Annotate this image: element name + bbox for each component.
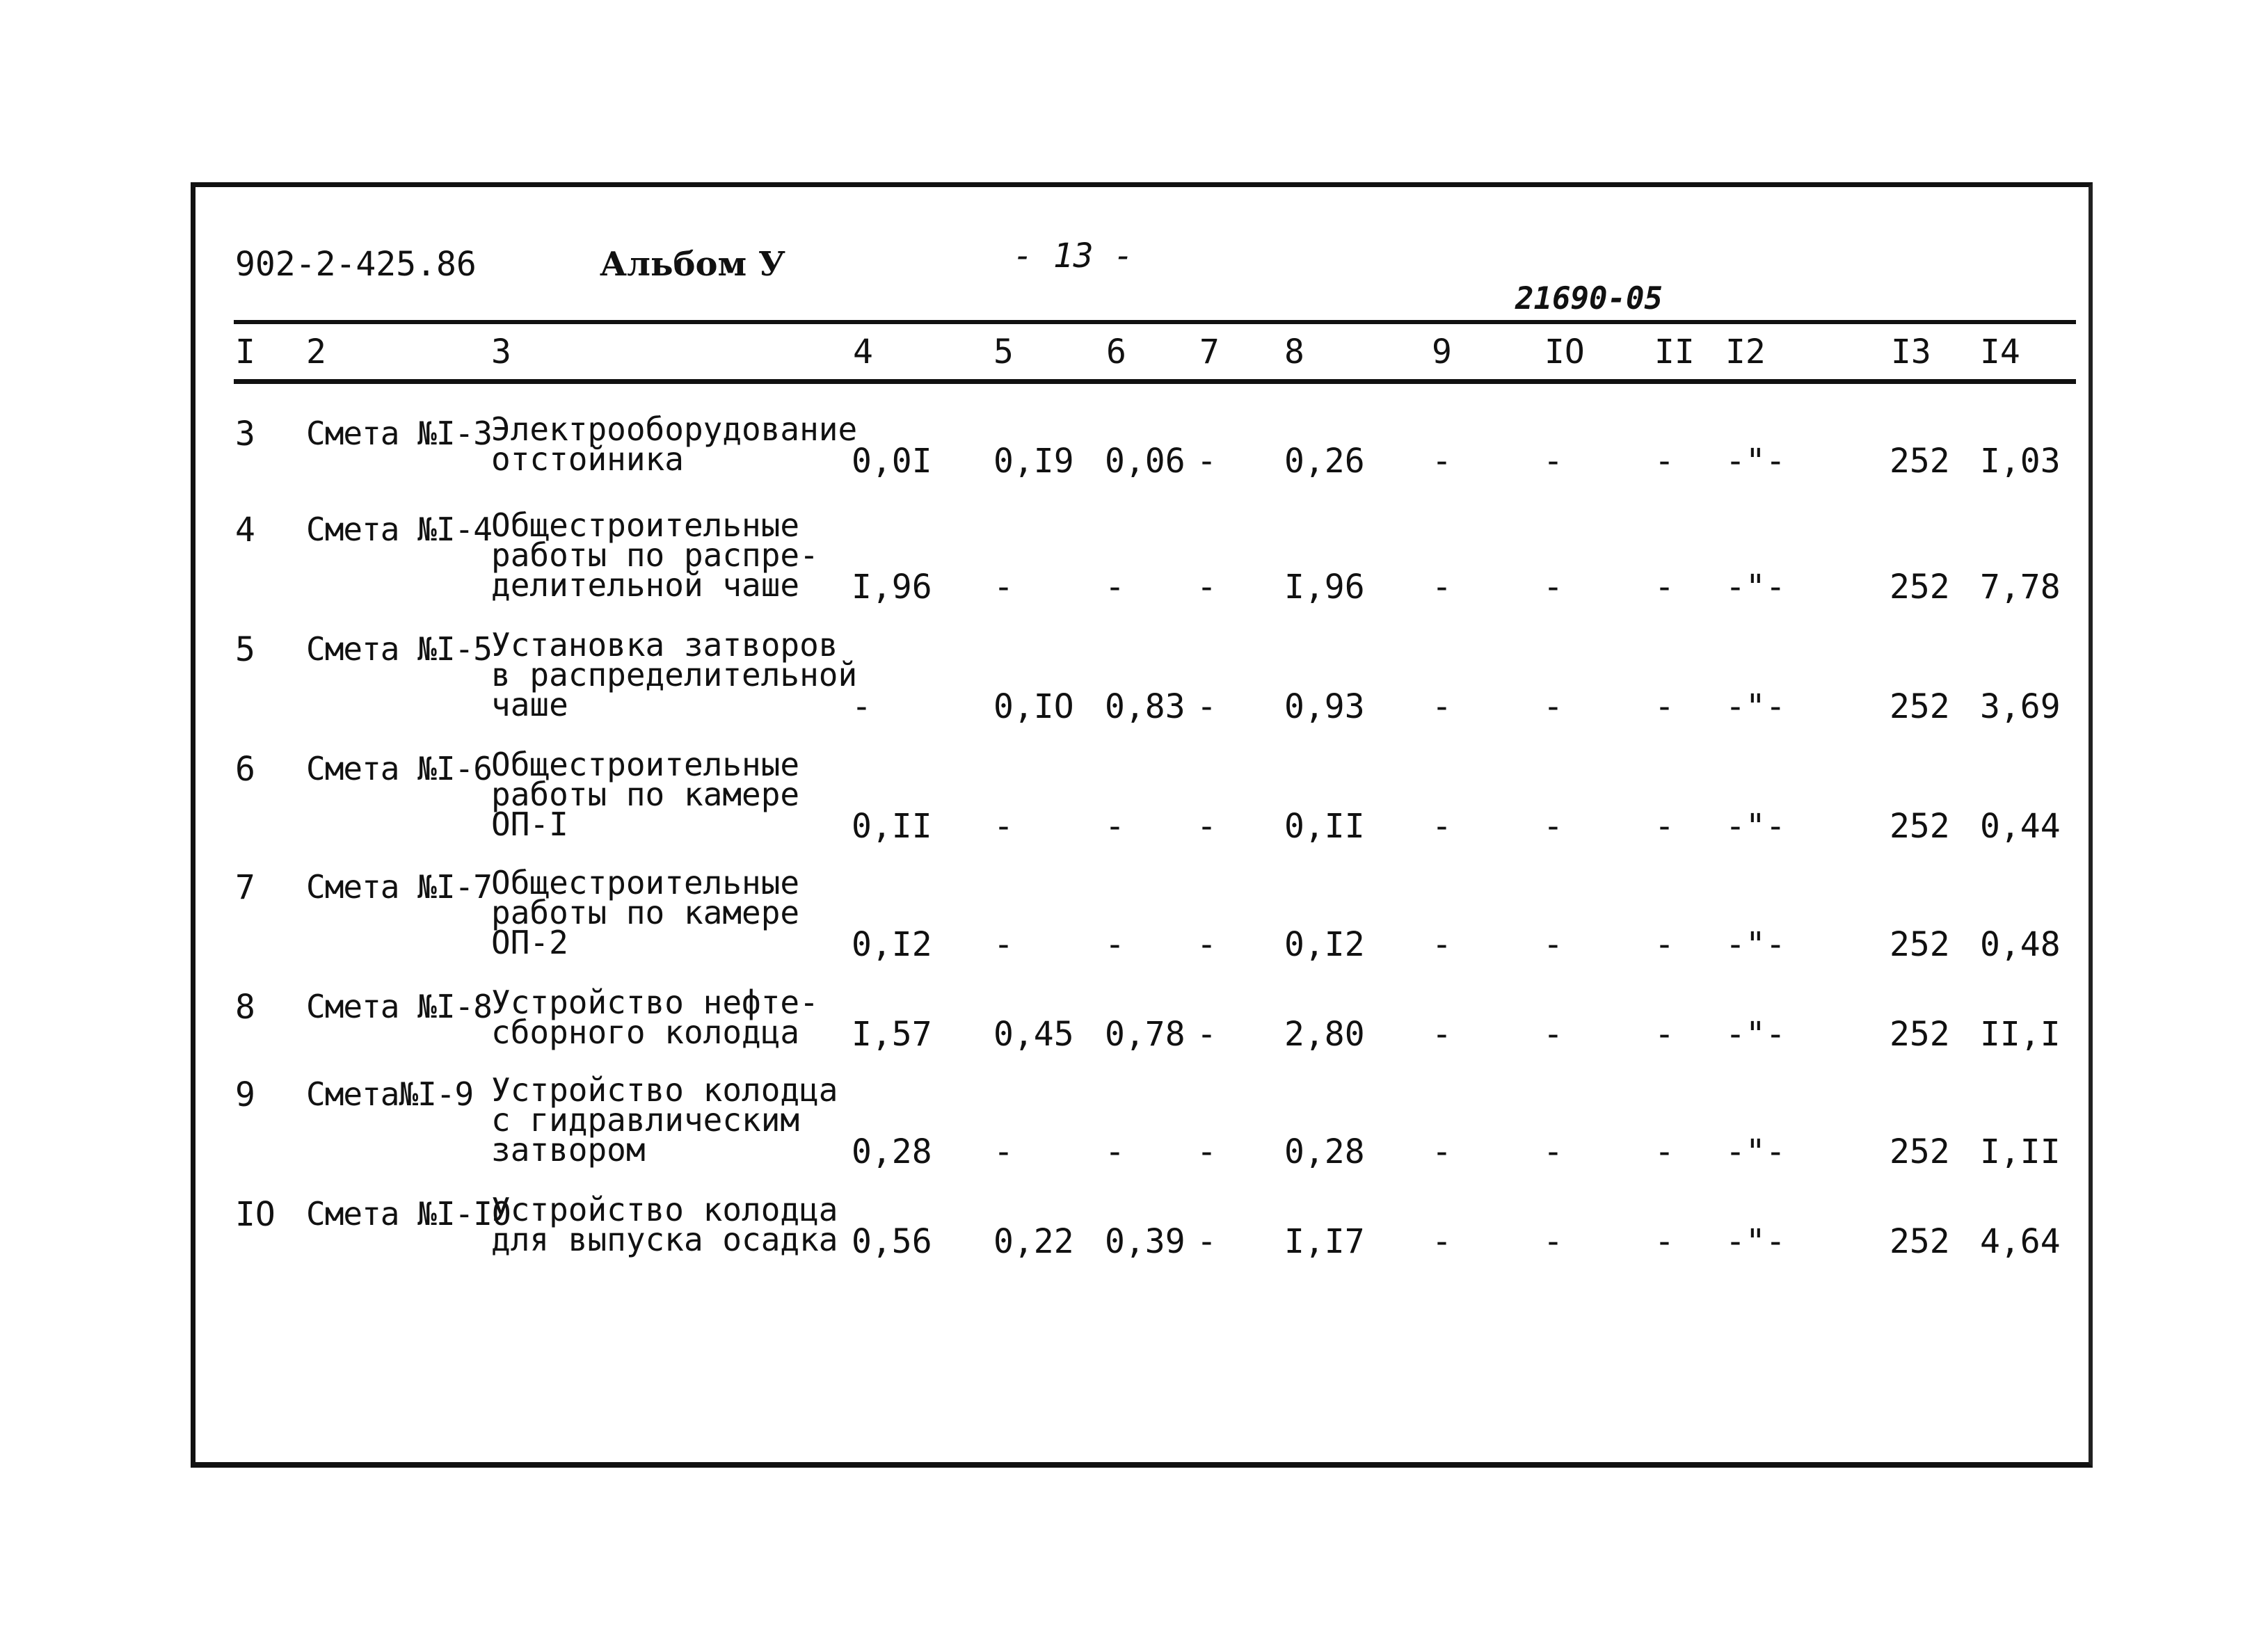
estimate-number: Смета №I-8 bbox=[306, 988, 492, 1025]
estimate-number: Смета №I-7 bbox=[306, 868, 492, 906]
album-label: Альбом У bbox=[600, 245, 785, 284]
cell-col-9: - bbox=[1432, 925, 1452, 964]
cell-col-14: 0,44 bbox=[1980, 807, 2061, 846]
cell-col-11: - bbox=[1654, 1015, 1675, 1054]
column-number-14: I4 bbox=[1980, 332, 2020, 371]
cell-col-6: 0,83 bbox=[1105, 687, 1185, 726]
row-number: 4 bbox=[235, 511, 255, 550]
cell-col-10: - bbox=[1543, 568, 1563, 607]
cell-col-9: - bbox=[1432, 807, 1452, 846]
cell-col-12: -"- bbox=[1725, 1222, 1786, 1261]
column-number-8: 8 bbox=[1284, 332, 1304, 371]
work-description-line: делительной чаше bbox=[491, 566, 800, 604]
cell-col-7: - bbox=[1197, 1222, 1217, 1261]
cell-col-8: 0,I2 bbox=[1284, 925, 1365, 964]
cell-col-8: 0,93 bbox=[1284, 687, 1365, 726]
cell-col-10: - bbox=[1543, 1015, 1563, 1054]
work-description-line: для выпуска осадка bbox=[491, 1221, 838, 1258]
cell-col-5: 0,22 bbox=[993, 1222, 1074, 1261]
cell-col-4: 0,56 bbox=[852, 1222, 932, 1261]
cell-col-7: - bbox=[1197, 687, 1217, 726]
cell-col-14: 7,78 bbox=[1980, 568, 2061, 607]
cell-col-7: - bbox=[1197, 568, 1217, 607]
work-description-line: Устройство колодца bbox=[491, 1071, 838, 1109]
column-number-13: I3 bbox=[1891, 332, 1931, 371]
cell-col-9: - bbox=[1432, 1132, 1452, 1171]
work-description-line: затвором bbox=[491, 1131, 646, 1169]
page-frame bbox=[191, 182, 2093, 1468]
cell-col-12: -"- bbox=[1725, 687, 1786, 726]
cell-col-4: I,96 bbox=[852, 568, 932, 607]
cell-col-9: - bbox=[1432, 442, 1452, 481]
cell-col-10: - bbox=[1543, 925, 1563, 964]
cell-col-14: 0,48 bbox=[1980, 925, 2061, 964]
cell-col-10: - bbox=[1543, 442, 1563, 481]
row-number: 5 bbox=[235, 630, 255, 669]
cell-col-7: - bbox=[1197, 1015, 1217, 1054]
cell-col-11: - bbox=[1654, 687, 1675, 726]
cell-col-7: - bbox=[1197, 807, 1217, 846]
row-number: 8 bbox=[235, 988, 255, 1027]
work-description-line: Общестроительные bbox=[491, 506, 800, 544]
cell-col-6: 0,78 bbox=[1105, 1015, 1185, 1054]
cell-col-9: - bbox=[1432, 1015, 1452, 1054]
column-number-9: 9 bbox=[1432, 332, 1452, 371]
row-number: 9 bbox=[235, 1075, 255, 1114]
cell-col-7: - bbox=[1197, 925, 1217, 964]
row-number: 6 bbox=[235, 750, 255, 789]
column-number-3: 3 bbox=[491, 332, 511, 371]
cell-col-7: - bbox=[1197, 442, 1217, 481]
work-description-line: работы по камере bbox=[491, 776, 800, 813]
cell-col-8: 0,28 bbox=[1284, 1132, 1365, 1171]
cell-col-6: 0,06 bbox=[1105, 442, 1185, 481]
estimate-number: Смета №I-4 bbox=[306, 511, 492, 548]
row-number: 3 bbox=[235, 415, 255, 454]
inventory-stamp: 21690-05 bbox=[1515, 281, 1663, 316]
table-top-rule bbox=[234, 320, 2076, 324]
cell-col-4: - bbox=[852, 687, 872, 726]
estimate-number: Смета№I-9 bbox=[306, 1075, 474, 1113]
cell-col-8: 2,80 bbox=[1284, 1015, 1365, 1054]
work-description-line: работы по распре- bbox=[491, 536, 819, 574]
cell-col-6: 0,39 bbox=[1105, 1222, 1185, 1261]
cell-col-11: - bbox=[1654, 925, 1675, 964]
cell-col-13: 252 bbox=[1890, 687, 1950, 726]
cell-col-10: - bbox=[1543, 687, 1563, 726]
table-header-rule bbox=[234, 379, 2076, 384]
work-description-line: Электрооборудование bbox=[491, 410, 858, 448]
work-description-line: сборного колодца bbox=[491, 1013, 800, 1051]
cell-col-11: - bbox=[1654, 1222, 1675, 1261]
cell-col-9: - bbox=[1432, 1222, 1452, 1261]
cell-col-12: -"- bbox=[1725, 442, 1786, 481]
cell-col-10: - bbox=[1543, 807, 1563, 846]
cell-col-8: 0,26 bbox=[1284, 442, 1365, 481]
cell-col-6: - bbox=[1105, 807, 1125, 846]
cell-col-12: -"- bbox=[1725, 807, 1786, 846]
estimate-number: Смета №I-6 bbox=[306, 750, 492, 787]
cell-col-5: - bbox=[993, 925, 1014, 964]
cell-col-12: -"- bbox=[1725, 925, 1786, 964]
cell-col-13: 252 bbox=[1890, 807, 1950, 846]
work-description-line: Установка затворов bbox=[491, 626, 838, 664]
cell-col-13: 252 bbox=[1890, 568, 1950, 607]
cell-col-8: 0,II bbox=[1284, 807, 1365, 846]
cell-col-12: -"- bbox=[1725, 1015, 1786, 1054]
cell-col-11: - bbox=[1654, 807, 1675, 846]
column-number-6: 6 bbox=[1106, 332, 1126, 371]
cell-col-14: 3,69 bbox=[1980, 687, 2061, 726]
row-number: IO bbox=[235, 1195, 275, 1234]
cell-col-4: I,57 bbox=[852, 1015, 932, 1054]
column-number-4: 4 bbox=[853, 332, 873, 371]
work-description-line: ОП-2 bbox=[491, 924, 568, 961]
cell-col-11: - bbox=[1654, 1132, 1675, 1171]
column-number-10: IO bbox=[1544, 332, 1585, 371]
cell-col-10: - bbox=[1543, 1132, 1563, 1171]
cell-col-5: - bbox=[993, 807, 1014, 846]
work-description-line: Устройство колодца bbox=[491, 1191, 838, 1228]
cell-col-13: 252 bbox=[1890, 1222, 1950, 1261]
cell-col-14: 4,64 bbox=[1980, 1222, 2061, 1261]
cell-col-14: II,I bbox=[1980, 1015, 2061, 1054]
work-description-line: работы по камере bbox=[491, 894, 800, 931]
cell-col-4: 0,0I bbox=[852, 442, 932, 481]
cell-col-6: - bbox=[1105, 925, 1125, 964]
cell-col-7: - bbox=[1197, 1132, 1217, 1171]
cell-col-5: - bbox=[993, 1132, 1014, 1171]
cell-col-13: 252 bbox=[1890, 1015, 1950, 1054]
row-number: 7 bbox=[235, 868, 255, 907]
cell-col-13: 252 bbox=[1890, 442, 1950, 481]
cell-col-12: -"- bbox=[1725, 568, 1786, 607]
work-description-line: Устройство нефте- bbox=[491, 984, 819, 1021]
cell-col-14: I,03 bbox=[1980, 442, 2061, 481]
work-description-line: Общестроительные bbox=[491, 746, 800, 783]
work-description-line: в распределительной bbox=[491, 656, 858, 693]
column-number-1: I bbox=[235, 332, 255, 371]
cell-col-5: 0,IO bbox=[993, 687, 1074, 726]
estimate-number: Смета №I-3 bbox=[306, 415, 492, 452]
estimate-number: Смета №I-IO bbox=[306, 1195, 511, 1233]
cell-col-8: I,I7 bbox=[1284, 1222, 1365, 1261]
cell-col-6: - bbox=[1105, 1132, 1125, 1171]
cell-col-11: - bbox=[1654, 442, 1675, 481]
cell-col-12: -"- bbox=[1725, 1132, 1786, 1171]
cell-col-6: - bbox=[1105, 568, 1125, 607]
column-number-2: 2 bbox=[306, 332, 326, 371]
column-number-11: II bbox=[1654, 332, 1695, 371]
column-number-7: 7 bbox=[1199, 332, 1220, 371]
cell-col-4: 0,28 bbox=[852, 1132, 932, 1171]
cell-col-13: 252 bbox=[1890, 1132, 1950, 1171]
cell-col-9: - bbox=[1432, 568, 1452, 607]
work-description-line: ОП-I bbox=[491, 805, 568, 843]
column-number-12: I2 bbox=[1725, 332, 1766, 371]
estimate-number: Смета №I-5 bbox=[306, 630, 492, 668]
cell-col-5: 0,45 bbox=[993, 1015, 1074, 1054]
document-code: 902-2-425.86 bbox=[235, 245, 477, 284]
work-description-line: Общестроительные bbox=[491, 864, 800, 901]
cell-col-11: - bbox=[1654, 568, 1675, 607]
cell-col-13: 252 bbox=[1890, 925, 1950, 964]
cell-col-4: 0,II bbox=[852, 807, 932, 846]
page-number: - 13 - bbox=[1013, 236, 1134, 275]
cell-col-10: - bbox=[1543, 1222, 1563, 1261]
cell-col-5: - bbox=[993, 568, 1014, 607]
work-description-line: чаше bbox=[491, 686, 568, 723]
column-number-5: 5 bbox=[993, 332, 1014, 371]
work-description-line: отстойника bbox=[491, 440, 684, 478]
cell-col-8: I,96 bbox=[1284, 568, 1365, 607]
cell-col-5: 0,I9 bbox=[993, 442, 1074, 481]
work-description-line: с гидравлическим bbox=[491, 1101, 800, 1139]
cell-col-9: - bbox=[1432, 687, 1452, 726]
cell-col-14: I,II bbox=[1980, 1132, 2061, 1171]
cell-col-4: 0,I2 bbox=[852, 925, 932, 964]
